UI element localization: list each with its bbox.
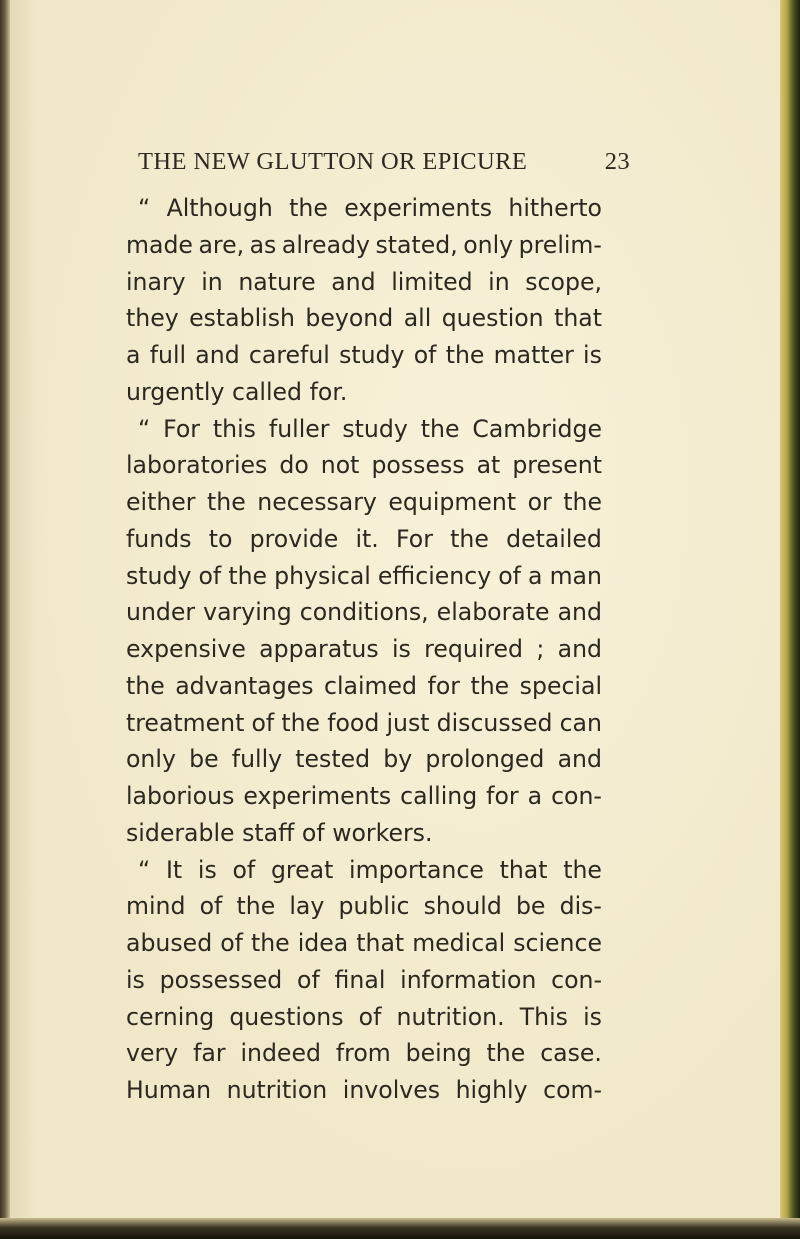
text-line bbox=[126, 852, 602, 889]
running-header-title: THE NEW GLUTTON OR EPICURE bbox=[138, 148, 528, 175]
word: claimed bbox=[324, 671, 418, 700]
text-line bbox=[126, 925, 602, 962]
word: special bbox=[519, 671, 602, 700]
word: and bbox=[557, 635, 602, 663]
word: very bbox=[126, 1039, 179, 1068]
word: necessary bbox=[257, 488, 377, 516]
word: ; bbox=[536, 635, 545, 663]
word: involves bbox=[342, 1076, 441, 1104]
word: beyond bbox=[305, 304, 394, 333]
word: experiments bbox=[344, 194, 493, 222]
word: expensive bbox=[126, 635, 246, 663]
word: “ bbox=[138, 855, 151, 884]
word: the bbox=[126, 671, 165, 700]
word: the bbox=[563, 855, 602, 884]
word: and bbox=[557, 598, 602, 627]
text-line bbox=[126, 962, 602, 999]
word: question bbox=[441, 304, 544, 333]
word: as bbox=[249, 230, 277, 259]
word: is bbox=[126, 965, 145, 994]
word: abused bbox=[126, 929, 213, 957]
text-line bbox=[126, 411, 602, 448]
word: great bbox=[270, 855, 334, 884]
word: and bbox=[331, 267, 376, 296]
word: com- bbox=[543, 1076, 602, 1104]
word: study bbox=[339, 341, 405, 369]
word: treatment bbox=[126, 708, 245, 737]
word: being bbox=[405, 1039, 472, 1068]
word: they bbox=[126, 304, 179, 333]
word: importance bbox=[349, 855, 484, 884]
word: under bbox=[126, 598, 196, 627]
word: from bbox=[335, 1039, 391, 1068]
book-gutter-edge bbox=[0, 0, 10, 1239]
word: of bbox=[498, 561, 521, 590]
word: Cambridge bbox=[472, 414, 602, 443]
word: cerning bbox=[126, 1002, 215, 1031]
word: prolonged bbox=[425, 745, 545, 774]
word: medical bbox=[412, 929, 506, 957]
word: calling bbox=[400, 782, 478, 810]
word: funds bbox=[126, 524, 192, 553]
word: fuller bbox=[268, 414, 330, 443]
text-line bbox=[126, 447, 602, 484]
word: equipment bbox=[388, 488, 517, 516]
word: For bbox=[396, 524, 433, 553]
word: for bbox=[486, 782, 519, 810]
word: elaborate bbox=[436, 598, 550, 627]
word: of bbox=[220, 929, 243, 957]
word: possess bbox=[371, 451, 465, 480]
book-bottom-edge bbox=[0, 1218, 800, 1239]
word: of bbox=[413, 341, 437, 369]
word: idea bbox=[297, 929, 349, 957]
word: highly bbox=[455, 1076, 528, 1104]
word: laborious bbox=[126, 782, 235, 810]
word: of bbox=[358, 1002, 382, 1031]
word: for bbox=[427, 671, 460, 700]
word: questions bbox=[229, 1002, 344, 1031]
text-line bbox=[126, 484, 602, 521]
word: staff bbox=[242, 818, 295, 847]
word: science bbox=[513, 929, 602, 957]
word: already bbox=[281, 230, 370, 259]
word: all bbox=[403, 304, 432, 333]
word: varying bbox=[203, 598, 292, 627]
word: only bbox=[463, 230, 514, 259]
word: workers. bbox=[332, 818, 433, 847]
word: in bbox=[488, 267, 510, 296]
word: It bbox=[165, 855, 183, 884]
word: Although bbox=[166, 194, 273, 222]
word: mind bbox=[126, 892, 186, 921]
word: experiments bbox=[243, 782, 392, 810]
word: is bbox=[583, 341, 602, 369]
running-header bbox=[138, 148, 630, 176]
text-line bbox=[126, 1035, 602, 1072]
word: it. bbox=[355, 524, 379, 553]
word: should bbox=[423, 892, 502, 921]
word: the bbox=[420, 414, 460, 443]
word: limited bbox=[391, 267, 473, 296]
word: the bbox=[207, 488, 246, 516]
word: stated, bbox=[375, 230, 458, 259]
text-line bbox=[126, 631, 602, 668]
word: of bbox=[198, 561, 222, 590]
word: inary bbox=[126, 267, 186, 296]
word: final bbox=[334, 965, 386, 994]
word: the bbox=[563, 488, 602, 516]
text-line bbox=[126, 558, 602, 595]
text-line bbox=[126, 741, 602, 778]
word: nature bbox=[238, 267, 316, 296]
word: is bbox=[197, 855, 217, 884]
word: “ bbox=[138, 194, 151, 222]
word: matter bbox=[493, 341, 574, 369]
word: of bbox=[232, 855, 256, 884]
word: is bbox=[392, 635, 411, 663]
word: of bbox=[251, 708, 275, 737]
word: lay bbox=[289, 892, 325, 921]
word: only bbox=[126, 745, 176, 774]
word: fully bbox=[231, 745, 283, 774]
word: be bbox=[515, 892, 546, 921]
word: the bbox=[289, 194, 328, 222]
word: by bbox=[383, 745, 413, 774]
text-line bbox=[126, 521, 602, 558]
page-number: 23 bbox=[604, 148, 630, 175]
word: far bbox=[193, 1039, 226, 1068]
word: case. bbox=[540, 1039, 602, 1068]
word: detailed bbox=[506, 524, 602, 553]
word: be bbox=[189, 745, 219, 774]
word: present bbox=[512, 451, 602, 480]
word: siderable bbox=[126, 818, 235, 847]
word: physical bbox=[274, 561, 371, 590]
word: or bbox=[527, 488, 552, 516]
text-line bbox=[126, 227, 602, 264]
word: either bbox=[126, 488, 196, 516]
word: called bbox=[232, 377, 303, 406]
book-cover-edge bbox=[780, 0, 800, 1239]
word: and bbox=[557, 745, 602, 774]
text-line bbox=[126, 337, 602, 374]
word: provide bbox=[249, 524, 339, 553]
body-text bbox=[126, 190, 602, 1109]
word: of bbox=[297, 965, 320, 994]
word: for. bbox=[309, 377, 348, 406]
text-line bbox=[126, 815, 602, 852]
word: scope, bbox=[525, 267, 602, 296]
word: food bbox=[327, 708, 380, 737]
word: conditions, bbox=[299, 598, 429, 627]
word: information bbox=[400, 965, 537, 994]
word: full bbox=[149, 341, 187, 369]
text-line bbox=[126, 264, 602, 301]
word: public bbox=[338, 892, 410, 921]
word: tested bbox=[295, 745, 371, 774]
word: hitherto bbox=[508, 194, 602, 222]
text-line bbox=[126, 374, 602, 411]
word: advantages bbox=[175, 671, 314, 700]
word: in bbox=[201, 267, 223, 296]
word: the bbox=[228, 561, 268, 590]
text-line bbox=[126, 705, 602, 742]
word: con- bbox=[551, 782, 602, 810]
word: required bbox=[424, 635, 524, 663]
word: establish bbox=[189, 304, 295, 333]
word: nutrition. bbox=[396, 1002, 505, 1031]
word: “ bbox=[138, 414, 151, 443]
word: the bbox=[486, 1039, 526, 1068]
word: For bbox=[163, 414, 201, 443]
word: that bbox=[554, 304, 602, 333]
word: of bbox=[301, 818, 325, 847]
word: the bbox=[250, 929, 290, 957]
word: prelim- bbox=[518, 230, 602, 259]
word: not bbox=[320, 451, 360, 480]
word: discussed bbox=[436, 708, 553, 737]
word: and bbox=[195, 341, 240, 369]
word: a bbox=[528, 561, 543, 590]
word: Human bbox=[126, 1076, 212, 1104]
word: apparatus bbox=[259, 635, 379, 663]
word: that bbox=[356, 929, 405, 957]
word: are, bbox=[198, 230, 245, 259]
word: nutrition bbox=[226, 1076, 328, 1104]
text-line bbox=[126, 778, 602, 815]
word: man bbox=[549, 561, 602, 590]
word: do bbox=[279, 451, 309, 480]
word: made bbox=[126, 230, 193, 259]
word: can bbox=[559, 708, 602, 737]
word: a bbox=[126, 341, 141, 369]
word: efficiency bbox=[377, 561, 492, 590]
text-line bbox=[126, 594, 602, 631]
word: study bbox=[126, 561, 192, 590]
word: the bbox=[450, 524, 489, 553]
word: at bbox=[476, 451, 501, 480]
word: the bbox=[470, 671, 510, 700]
text-line bbox=[126, 190, 602, 227]
text-line bbox=[126, 300, 602, 337]
word: the bbox=[445, 341, 485, 369]
word: to bbox=[208, 524, 233, 553]
word: a bbox=[527, 782, 543, 810]
word: that bbox=[499, 855, 548, 884]
word: urgently bbox=[126, 377, 225, 406]
text-line bbox=[126, 668, 602, 705]
word: the bbox=[281, 708, 321, 737]
word: indeed bbox=[240, 1039, 321, 1068]
word: just bbox=[386, 708, 430, 737]
word: This bbox=[519, 1002, 568, 1031]
word: the bbox=[236, 892, 276, 921]
word: laboratories bbox=[126, 451, 268, 480]
text-line bbox=[126, 888, 602, 925]
text-line bbox=[126, 999, 602, 1036]
word: possessed bbox=[159, 965, 283, 994]
word: of bbox=[199, 892, 223, 921]
word: dis- bbox=[559, 892, 602, 921]
word: this bbox=[212, 414, 256, 443]
word: con- bbox=[551, 965, 602, 994]
word: careful bbox=[248, 341, 330, 369]
word: is bbox=[583, 1002, 602, 1031]
text-line bbox=[126, 1072, 602, 1109]
word: study bbox=[342, 414, 408, 443]
